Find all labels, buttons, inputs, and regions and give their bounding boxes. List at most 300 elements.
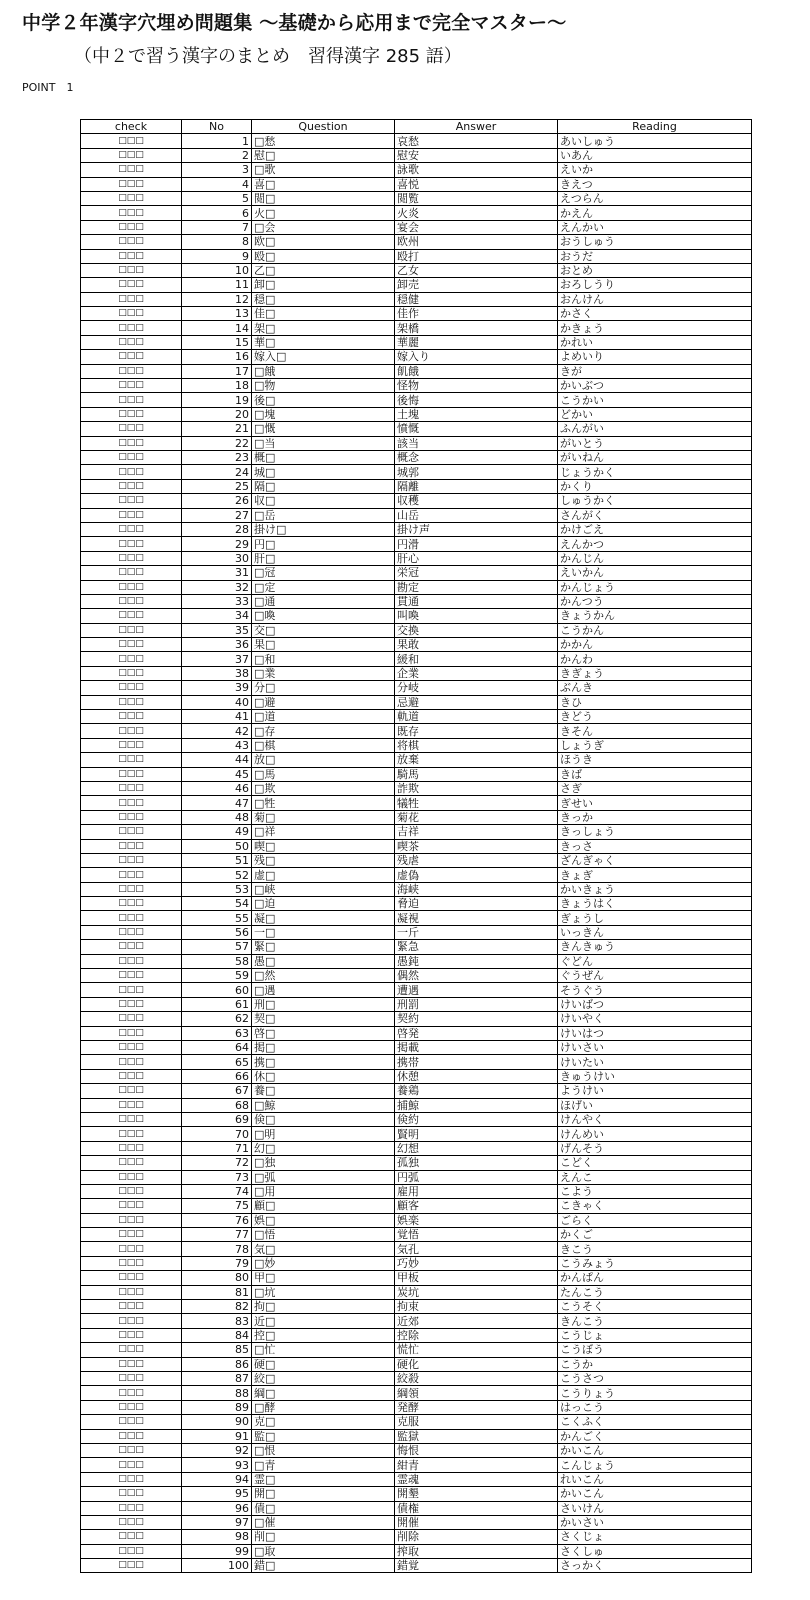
answer-cell: 喜悦	[395, 177, 558, 191]
table-row	[81, 508, 752, 522]
row-number: 15	[182, 335, 252, 349]
check-boxes[interactable]: □□□	[81, 1314, 182, 1328]
reading-cell: きどう	[558, 710, 752, 724]
answer-cell: 叫喚	[395, 609, 558, 623]
check-boxes[interactable]: □□□	[81, 1228, 182, 1242]
table-row	[81, 1256, 752, 1270]
answer-cell: 顧客	[395, 1199, 558, 1213]
check-boxes[interactable]: □□□	[81, 738, 182, 752]
check-boxes[interactable]: □□□	[81, 1184, 182, 1198]
check-boxes[interactable]: □□□	[81, 1112, 182, 1126]
check-boxes[interactable]: □□□	[81, 1055, 182, 1069]
table-row	[81, 1300, 752, 1314]
answer-cell: 果敢	[395, 638, 558, 652]
check-boxes[interactable]: □□□	[81, 796, 182, 810]
table-row	[81, 868, 752, 882]
check-boxes[interactable]: □□□	[81, 638, 182, 652]
check-boxes[interactable]: □□□	[81, 191, 182, 205]
check-boxes[interactable]: □□□	[81, 220, 182, 234]
row-number: 67	[182, 1084, 252, 1098]
reading-cell: かれい	[558, 335, 752, 349]
reading-cell: かえん	[558, 206, 752, 220]
answer-cell: 華麗	[395, 335, 558, 349]
question-cell: 近□	[252, 1314, 395, 1328]
row-number: 76	[182, 1213, 252, 1227]
table-row	[81, 695, 752, 709]
check-boxes[interactable]: □□□	[81, 1458, 182, 1472]
check-boxes[interactable]: □□□	[81, 1026, 182, 1040]
check-boxes[interactable]: □□□	[81, 1041, 182, 1055]
table-row	[81, 1343, 752, 1357]
check-boxes[interactable]: □□□	[81, 206, 182, 220]
check-boxes[interactable]: □□□	[81, 1256, 182, 1270]
row-number: 25	[182, 479, 252, 493]
table-row	[81, 1112, 752, 1126]
check-boxes[interactable]: □□□	[81, 1012, 182, 1026]
check-boxes[interactable]: □□□	[81, 148, 182, 162]
table-row	[81, 911, 752, 925]
question-cell: 克□	[252, 1415, 395, 1429]
check-boxes[interactable]: □□□	[81, 494, 182, 508]
answer-cell: 虚偽	[395, 868, 558, 882]
answer-cell: 火炎	[395, 206, 558, 220]
reading-cell: ほげい	[558, 1098, 752, 1112]
check-boxes[interactable]: □□□	[81, 839, 182, 853]
reading-cell: どかい	[558, 407, 752, 421]
table-row	[81, 1515, 752, 1529]
check-boxes[interactable]: □□□	[81, 522, 182, 536]
reading-cell: さくしゅ	[558, 1544, 752, 1558]
check-boxes[interactable]: □□□	[81, 1357, 182, 1371]
answer-cell: 海峡	[395, 882, 558, 896]
question-cell: □峡	[252, 882, 395, 896]
row-number: 85	[182, 1343, 252, 1357]
row-number: 79	[182, 1256, 252, 1270]
reading-cell: こくふく	[558, 1415, 752, 1429]
check-boxes[interactable]: □□□	[81, 379, 182, 393]
check-boxes[interactable]: □□□	[81, 1285, 182, 1299]
row-number: 28	[182, 522, 252, 536]
row-number: 83	[182, 1314, 252, 1328]
reading-cell: ぐうぜん	[558, 969, 752, 983]
question-cell: 錯□	[252, 1559, 395, 1573]
reading-cell: かんつう	[558, 594, 752, 608]
question-cell: □避	[252, 695, 395, 709]
check-boxes[interactable]: □□□	[81, 1371, 182, 1385]
check-boxes[interactable]: □□□	[81, 594, 182, 608]
header-reading: Reading	[558, 120, 752, 134]
row-number: 11	[182, 278, 252, 292]
answer-cell: 脅迫	[395, 897, 558, 911]
question-cell: 刑□	[252, 997, 395, 1011]
table-row	[81, 1415, 752, 1429]
reading-cell: きっか	[558, 810, 752, 824]
check-boxes[interactable]: □□□	[81, 882, 182, 896]
reading-cell: こよう	[558, 1184, 752, 1198]
check-boxes[interactable]: □□□	[81, 350, 182, 364]
row-number: 5	[182, 191, 252, 205]
header-check: check	[81, 120, 182, 134]
table-row	[81, 767, 752, 781]
question-cell: 綱□	[252, 1386, 395, 1400]
check-boxes[interactable]: □□□	[81, 1501, 182, 1515]
answer-cell: 騎馬	[395, 767, 558, 781]
check-boxes[interactable]: □□□	[81, 853, 182, 867]
check-boxes[interactable]: □□□	[81, 1199, 182, 1213]
question-cell: □酵	[252, 1400, 395, 1414]
reading-cell: かいさい	[558, 1515, 752, 1529]
answer-cell: 削除	[395, 1530, 558, 1544]
check-boxes[interactable]: □□□	[81, 666, 182, 680]
answer-cell: 凝視	[395, 911, 558, 925]
check-boxes[interactable]: □□□	[81, 810, 182, 824]
table-row	[81, 450, 752, 464]
check-boxes[interactable]: □□□	[81, 983, 182, 997]
row-number: 90	[182, 1415, 252, 1429]
check-boxes[interactable]: □□□	[81, 954, 182, 968]
check-boxes[interactable]: □□□	[81, 1127, 182, 1141]
question-cell: 殴□	[252, 249, 395, 263]
check-boxes[interactable]: □□□	[81, 407, 182, 421]
answer-cell: 開墾	[395, 1487, 558, 1501]
reading-cell: こうか	[558, 1357, 752, 1371]
reading-cell: きゅうけい	[558, 1069, 752, 1083]
reading-cell: こうりょう	[558, 1386, 752, 1400]
row-number: 91	[182, 1429, 252, 1443]
table-row	[81, 724, 752, 738]
table-row	[81, 666, 752, 680]
question-cell: 債□	[252, 1501, 395, 1515]
check-boxes[interactable]: □□□	[81, 1084, 182, 1098]
question-cell: □業	[252, 666, 395, 680]
answer-cell: 克服	[395, 1415, 558, 1429]
reading-cell: えいかん	[558, 566, 752, 580]
row-number: 33	[182, 594, 252, 608]
answer-cell: 雇用	[395, 1184, 558, 1198]
check-boxes[interactable]: □□□	[81, 1544, 182, 1558]
question-cell: 肝□	[252, 551, 395, 565]
check-boxes[interactable]: □□□	[81, 1400, 182, 1414]
table-row	[81, 522, 752, 536]
reading-cell: ぐどん	[558, 954, 752, 968]
answer-cell: 栄冠	[395, 566, 558, 580]
answer-cell: 企業	[395, 666, 558, 680]
question-cell: □慨	[252, 422, 395, 436]
reading-cell: きひ	[558, 695, 752, 709]
check-boxes[interactable]: □□□	[81, 335, 182, 349]
table-row	[81, 1098, 752, 1112]
answer-cell: 悔恨	[395, 1443, 558, 1457]
check-boxes[interactable]: □□□	[81, 1472, 182, 1486]
question-cell: 後□	[252, 393, 395, 407]
reading-cell: ざんぎゃく	[558, 853, 752, 867]
table-row	[81, 638, 752, 652]
question-cell: 契□	[252, 1012, 395, 1026]
reading-cell: かさく	[558, 307, 752, 321]
question-cell: 凝□	[252, 911, 395, 925]
check-boxes[interactable]: □□□	[81, 364, 182, 378]
check-boxes[interactable]: □□□	[81, 134, 182, 148]
table-row	[81, 1386, 752, 1400]
question-cell: □遇	[252, 983, 395, 997]
check-boxes[interactable]: □□□	[81, 1069, 182, 1083]
reading-cell: きんこう	[558, 1314, 752, 1328]
check-boxes[interactable]: □□□	[81, 393, 182, 407]
reading-cell: きこう	[558, 1242, 752, 1256]
check-boxes[interactable]: □□□	[81, 580, 182, 594]
answer-cell: 架橋	[395, 321, 558, 335]
check-boxes[interactable]: □□□	[81, 1271, 182, 1285]
check-boxes[interactable]: □□□	[81, 623, 182, 637]
reading-cell: こうさつ	[558, 1371, 752, 1385]
answer-cell: 休憩	[395, 1069, 558, 1083]
check-boxes[interactable]: □□□	[81, 1141, 182, 1155]
answer-cell: 貫通	[395, 594, 558, 608]
table-row	[81, 1084, 752, 1098]
table-row	[81, 163, 752, 177]
check-boxes[interactable]: □□□	[81, 278, 182, 292]
row-number: 99	[182, 1544, 252, 1558]
check-boxes[interactable]: □□□	[81, 292, 182, 306]
row-number: 59	[182, 969, 252, 983]
check-boxes[interactable]: □□□	[81, 436, 182, 450]
check-boxes[interactable]: □□□	[81, 1213, 182, 1227]
check-boxes[interactable]: □□□	[81, 897, 182, 911]
table-row	[81, 681, 752, 695]
answer-cell: 緊急	[395, 940, 558, 954]
check-boxes[interactable]: □□□	[81, 1170, 182, 1184]
check-boxes[interactable]: □□□	[81, 1156, 182, 1170]
answer-cell: 偶然	[395, 969, 558, 983]
question-cell: □存	[252, 724, 395, 738]
check-boxes[interactable]: □□□	[81, 825, 182, 839]
answer-cell: 交換	[395, 623, 558, 637]
reading-cell: かんじょう	[558, 580, 752, 594]
check-boxes[interactable]: □□□	[81, 1098, 182, 1112]
row-number: 45	[182, 767, 252, 781]
table-row	[81, 407, 752, 421]
answer-cell: 乙女	[395, 263, 558, 277]
table-row	[81, 839, 752, 853]
check-boxes[interactable]: □□□	[81, 321, 182, 335]
question-cell: 欧□	[252, 235, 395, 249]
check-boxes[interactable]: □□□	[81, 997, 182, 1011]
question-cell: 掲□	[252, 1041, 395, 1055]
question-cell: 卸□	[252, 278, 395, 292]
question-cell: 穏□	[252, 292, 395, 306]
check-boxes[interactable]: □□□	[81, 422, 182, 436]
question-cell: 喜□	[252, 177, 395, 191]
table-row	[81, 1041, 752, 1055]
check-boxes[interactable]: □□□	[81, 177, 182, 191]
row-number: 64	[182, 1041, 252, 1055]
row-number: 12	[182, 292, 252, 306]
check-boxes[interactable]: □□□	[81, 263, 182, 277]
check-boxes[interactable]: □□□	[81, 450, 182, 464]
row-number: 86	[182, 1357, 252, 1371]
row-number: 7	[182, 220, 252, 234]
check-boxes[interactable]: □□□	[81, 969, 182, 983]
answer-cell: 錯覚	[395, 1559, 558, 1573]
reading-cell: あいしゅう	[558, 134, 752, 148]
table-row	[81, 1055, 752, 1069]
check-boxes[interactable]: □□□	[81, 1515, 182, 1529]
row-number: 26	[182, 494, 252, 508]
question-cell: 霊□	[252, 1472, 395, 1486]
check-boxes[interactable]: □□□	[81, 479, 182, 493]
table-row	[81, 753, 752, 767]
reading-cell: きょうかん	[558, 609, 752, 623]
check-boxes[interactable]: □□□	[81, 307, 182, 321]
row-number: 36	[182, 638, 252, 652]
check-boxes[interactable]: □□□	[81, 1300, 182, 1314]
table-row	[81, 1141, 752, 1155]
reading-cell: ぎせい	[558, 796, 752, 810]
row-number: 23	[182, 450, 252, 464]
question-cell: □坑	[252, 1285, 395, 1299]
table-row	[81, 882, 752, 896]
check-boxes[interactable]: □□□	[81, 1429, 182, 1443]
check-boxes[interactable]: □□□	[81, 695, 182, 709]
check-boxes[interactable]: □□□	[81, 1242, 182, 1256]
table-row	[81, 1501, 752, 1515]
answer-cell: 卸売	[395, 278, 558, 292]
table-row	[81, 335, 752, 349]
check-boxes[interactable]: □□□	[81, 1530, 182, 1544]
check-boxes[interactable]: □□□	[81, 911, 182, 925]
table-row	[81, 925, 752, 939]
check-boxes[interactable]: □□□	[81, 249, 182, 263]
reading-cell: きょうはく	[558, 897, 752, 911]
table-header-row	[81, 120, 752, 134]
question-cell: □恨	[252, 1443, 395, 1457]
check-boxes[interactable]: □□□	[81, 566, 182, 580]
check-boxes[interactable]: □□□	[81, 925, 182, 939]
check-boxes[interactable]: □□□	[81, 1386, 182, 1400]
table-row	[81, 1443, 752, 1457]
table-row	[81, 825, 752, 839]
reading-cell: ごらく	[558, 1213, 752, 1227]
table-row	[81, 494, 752, 508]
reading-cell: しゅうかく	[558, 494, 752, 508]
table-row	[81, 1530, 752, 1544]
table-row	[81, 1156, 752, 1170]
row-number: 1	[182, 134, 252, 148]
answer-cell: 円滑	[395, 537, 558, 551]
row-number: 94	[182, 1472, 252, 1486]
table-row	[81, 1228, 752, 1242]
check-boxes[interactable]: □□□	[81, 1559, 182, 1573]
table-row	[81, 134, 752, 148]
question-cell: □愁	[252, 134, 395, 148]
reading-cell: さぎ	[558, 781, 752, 795]
row-number: 10	[182, 263, 252, 277]
question-cell: □鯨	[252, 1098, 395, 1112]
check-boxes[interactable]: □□□	[81, 1443, 182, 1457]
answer-cell: 飢餓	[395, 364, 558, 378]
check-boxes[interactable]: □□□	[81, 868, 182, 882]
check-boxes[interactable]: □□□	[81, 1328, 182, 1342]
row-number: 40	[182, 695, 252, 709]
answer-cell: 喫茶	[395, 839, 558, 853]
check-boxes[interactable]: □□□	[81, 1343, 182, 1357]
question-cell: □妙	[252, 1256, 395, 1270]
question-cell: □取	[252, 1544, 395, 1558]
check-boxes[interactable]: □□□	[81, 537, 182, 551]
answer-cell: 山岳	[395, 508, 558, 522]
question-cell: □定	[252, 580, 395, 594]
check-boxes[interactable]: □□□	[81, 465, 182, 479]
answer-cell: 該当	[395, 436, 558, 450]
check-boxes[interactable]: □□□	[81, 1415, 182, 1429]
question-cell: 緊□	[252, 940, 395, 954]
row-number: 41	[182, 710, 252, 724]
reading-cell: おうしゅう	[558, 235, 752, 249]
question-cell: 放□	[252, 753, 395, 767]
row-number: 77	[182, 1228, 252, 1242]
question-cell: 嫁入□	[252, 350, 395, 364]
check-boxes[interactable]: □□□	[81, 163, 182, 177]
header-no: No	[182, 120, 252, 134]
question-cell: □明	[252, 1127, 395, 1141]
reading-cell: かんじん	[558, 551, 752, 565]
check-boxes[interactable]: □□□	[81, 652, 182, 666]
check-boxes[interactable]: □□□	[81, 508, 182, 522]
reading-cell: おとめ	[558, 263, 752, 277]
answer-cell: 一斤	[395, 925, 558, 939]
row-number: 96	[182, 1501, 252, 1515]
question-cell: □通	[252, 594, 395, 608]
answer-cell: 硬化	[395, 1357, 558, 1371]
question-cell: 幻□	[252, 1141, 395, 1155]
answer-cell: 隔離	[395, 479, 558, 493]
table-row	[81, 278, 752, 292]
row-number: 69	[182, 1112, 252, 1126]
answer-cell: 収穫	[395, 494, 558, 508]
page-subtitle: （中２で習う漢字のまとめ 習得漢字 285 語）	[74, 46, 462, 67]
table-row	[81, 479, 752, 493]
check-boxes[interactable]: □□□	[81, 681, 182, 695]
check-boxes[interactable]: □□□	[81, 710, 182, 724]
table-row	[81, 393, 752, 407]
table-row	[81, 983, 752, 997]
reading-cell: えいか	[558, 163, 752, 177]
question-cell: □冠	[252, 566, 395, 580]
check-boxes[interactable]: □□□	[81, 609, 182, 623]
header-question: Question	[252, 120, 395, 134]
answer-cell: 城郭	[395, 465, 558, 479]
table-row	[81, 609, 752, 623]
check-boxes[interactable]: □□□	[81, 724, 182, 738]
check-boxes[interactable]: □□□	[81, 1487, 182, 1501]
question-cell: 監□	[252, 1429, 395, 1443]
answer-cell: 放棄	[395, 753, 558, 767]
answer-cell: 緩和	[395, 652, 558, 666]
check-boxes[interactable]: □□□	[81, 781, 182, 795]
check-boxes[interactable]: □□□	[81, 940, 182, 954]
question-cell: □餓	[252, 364, 395, 378]
row-number: 66	[182, 1069, 252, 1083]
check-boxes[interactable]: □□□	[81, 235, 182, 249]
row-number: 19	[182, 393, 252, 407]
check-boxes[interactable]: □□□	[81, 753, 182, 767]
check-boxes[interactable]: □□□	[81, 767, 182, 781]
answer-cell: 分岐	[395, 681, 558, 695]
table-row	[81, 738, 752, 752]
check-boxes[interactable]: □□□	[81, 551, 182, 565]
row-number: 53	[182, 882, 252, 896]
row-number: 71	[182, 1141, 252, 1155]
